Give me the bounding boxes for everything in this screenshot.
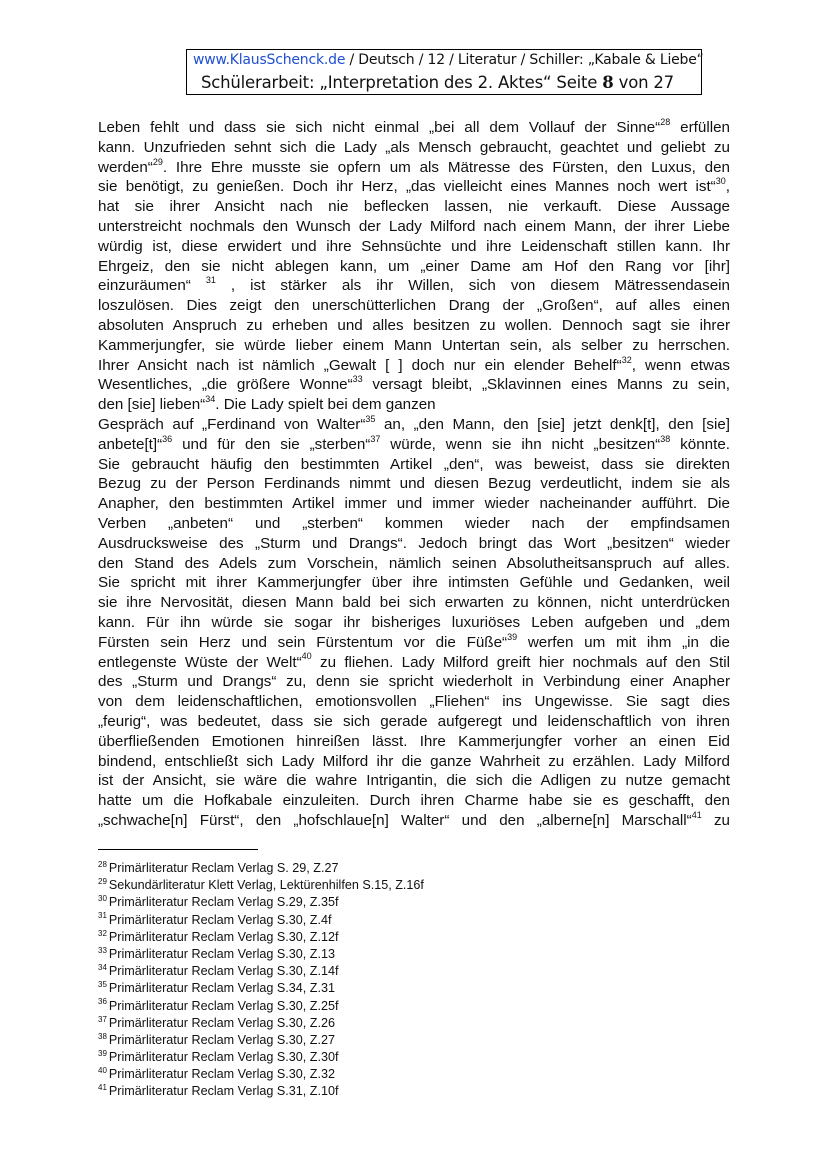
text-line	[98, 257, 730, 277]
footnote-ref: 37	[370, 433, 381, 444]
text-segment: , wenn etwas	[631, 356, 730, 374]
footnote	[98, 894, 698, 911]
text-line	[98, 296, 730, 316]
footnote	[98, 998, 698, 1015]
text-line	[98, 791, 730, 811]
text-segment: und für den sie „sterben“	[172, 435, 371, 453]
site-link[interactable]: www.KlausSchenck.de	[193, 52, 346, 68]
footnote	[98, 912, 698, 929]
text-segment: sie benötigt, zu genießen. Doch ihr Herz, „das vielleicht eines Mannes noch wert ist“	[98, 178, 716, 196]
text-segment: versagt bleibt, „Sklavinnen eines Manns zu sein,	[362, 376, 730, 394]
text-line	[98, 494, 730, 514]
title-text: Schülerarbeit: „Interpretation des 2. Aktes“ Seite	[201, 73, 603, 92]
footnote-text: Primärliteratur Reclam Verlag S.29, Z.35f	[108, 895, 339, 910]
footnote-ref: 38	[660, 433, 671, 444]
text-segment: Anapher, den bestimmten Artikel immer und immer wieder nacheinander aufführt. Die	[98, 495, 730, 513]
breadcrumb-path: / Deutsch / 12 / Literatur / Schiller: „Kabale & Liebe“	[345, 52, 704, 68]
footnote-number: 39	[98, 1048, 107, 1058]
text-line	[98, 692, 730, 712]
text-line	[98, 474, 730, 494]
text-line	[98, 534, 730, 554]
footnote-text: Primärliteratur Reclam Verlag S.30, Z.26	[108, 1015, 335, 1030]
footnote	[98, 1032, 698, 1049]
footnote-text: Primärliteratur Reclam Verlag S.30, Z.27	[108, 1032, 335, 1047]
footnote-text: Primärliteratur Reclam Verlag S.30, Z.4f	[108, 912, 332, 927]
text-segment: würdig ist, diese erwidert und ihre Sehnsüchte und ihre Leidenschaft stillen kann. Ihr	[98, 237, 730, 255]
text-segment: kann. Für ihn würde sie sogar ihr bisheriges luxuriöses Leben aufgeben und „dem	[98, 613, 730, 631]
footnote-text: Primärliteratur Reclam Verlag S.30, Z.14f	[108, 964, 339, 979]
text-segment: anbete[t]“	[98, 435, 163, 453]
footnote-number: 31	[98, 911, 107, 921]
footnote-text: Primärliteratur Reclam Verlag S. 29, Z.27	[108, 861, 339, 875]
footnote	[98, 860, 698, 877]
text-line	[98, 613, 730, 633]
text-segment: zu fliehen. Lady Milford greift hier nochmals auf den Stil	[311, 653, 730, 671]
text-line	[98, 653, 730, 673]
footnote	[98, 929, 698, 946]
text-segment: den [sie] lieben“	[98, 396, 206, 414]
text-line	[98, 593, 730, 613]
text-line	[98, 435, 730, 455]
text-segment: entlegenste Wüste der Welt“	[98, 653, 302, 671]
text-segment: Ausdrucksweise des „Sturm und Drangs“. Jedoch bringt das Wort „besitzen“ wieder	[98, 534, 730, 552]
text-segment: werfen um mit ihm „in die	[517, 633, 730, 651]
footnote-number: 41	[98, 1083, 107, 1093]
footnote-number: 30	[98, 894, 107, 904]
text-line	[98, 197, 730, 217]
footnote	[98, 1066, 698, 1083]
text-line	[98, 316, 730, 336]
footnote-number: 33	[98, 945, 107, 955]
text-line	[98, 395, 730, 415]
text-line	[98, 771, 730, 791]
text-segment: . Ihre Ehre musste sie opfern um als Mätresse des Fürsten, den Luxus, den	[162, 158, 730, 176]
footnote-number: 34	[98, 962, 107, 972]
text-line	[98, 415, 730, 435]
text-segment: ,	[725, 178, 730, 196]
text-segment: Ihrer Ansicht nach ist nämlich „Gewalt [ ] doch nur ein elender Behelf“	[98, 356, 622, 374]
footnote	[98, 1049, 698, 1066]
footnote	[98, 946, 698, 963]
text-line	[98, 554, 730, 574]
text-segment: bindend, entschließt sich Lady Milford ihr die ganze Wahrheit zu erzählen. Lady Milford	[98, 752, 730, 770]
footnote	[98, 1015, 698, 1032]
text-segment: , ist stärker als ihr Willen, sich von diesem Mätressendasein	[215, 277, 730, 295]
text-segment: kann. Unzufrieden sehnt sich die Lady „als Mensch gebraucht, geachtet und geliebt zu	[98, 138, 730, 156]
text-line	[98, 276, 730, 296]
text-line	[98, 732, 730, 752]
footnote	[98, 877, 698, 894]
text-line	[98, 672, 730, 692]
text-segment: Bezug zu der Person Ferdinands nimmt und diesen Bezug verdeutlicht, indem sie als	[98, 475, 730, 493]
document-title	[201, 73, 674, 92]
text-line	[98, 712, 730, 732]
text-line	[98, 138, 730, 158]
text-line	[98, 237, 730, 257]
text-segment: Verben „anbeten“ und „sterben“ kommen wieder nach der empfindsamen	[98, 514, 730, 532]
text-segment: den Stand des Adels zum Vorschein, nämlich seinen Absolutheitsanspruch auf alles.	[98, 554, 730, 572]
text-line	[98, 158, 730, 178]
text-line	[98, 118, 730, 138]
text-segment: zu	[701, 811, 730, 829]
footnote-text: Primärliteratur Reclam Verlag S.30, Z.30f	[108, 1050, 339, 1065]
text-segment: von dem leidenschaftlichen, emotionsvollen „Fliehen“ ins Ungewisse. Sie sagt dies	[98, 693, 730, 711]
text-segment: einzuräumen“	[98, 277, 206, 295]
footnote-ref: 41	[691, 809, 702, 820]
text-line	[98, 811, 730, 831]
footnote-text: Primärliteratur Reclam Verlag S.30, Z.32	[108, 1067, 335, 1082]
footnote-text: Primärliteratur Reclam Verlag S.34, Z.31	[108, 981, 335, 996]
text-line	[98, 633, 730, 653]
text-segment: des „Sturm und Drangs“ zu, denn sie spricht wiederholt in Verbindung einer Anapher	[98, 673, 730, 691]
text-line	[98, 336, 730, 356]
footnote	[98, 1083, 698, 1100]
footnote-number: 29	[98, 877, 107, 886]
text-segment: Gespräch auf „Ferdinand von Walter“	[98, 415, 366, 433]
footnote	[98, 980, 698, 997]
text-segment: sie ihre Nervosität, diesen Mann bald bei sich erwarten zu können, nicht unterdrücken	[98, 594, 730, 612]
header-breadcrumb	[193, 52, 704, 68]
text-segment: werden“	[98, 158, 153, 176]
footnote-ref: 33	[352, 374, 363, 385]
footnote-text: Primärliteratur Reclam Verlag S.31, Z.10f	[108, 1084, 339, 1099]
footnote-number: 36	[98, 997, 107, 1007]
footnote-ref: 35	[365, 413, 376, 424]
text-segment: loszulösen. Dies zeigt den unerschütterlichen Drang der „Großen“, auf alles einen	[98, 297, 730, 315]
text-segment: Kammerjungfer, sie würde lieber einem Mann Untertan sein, als selber zu herrschen.	[98, 336, 730, 354]
text-line	[98, 752, 730, 772]
text-segment: Ehrgeiz, den sie nicht ablegen kann, um „einer Dame am Hof den Rang vor [ihr]	[98, 257, 730, 275]
text-segment: hat sie ihrer Ansicht nach nie beflecken lassen, nie verkauft. Diese Aussage	[98, 198, 730, 216]
text-segment: Leben fehlt und dass sie sich nicht einmal „bei all dem Vollauf der Sinne“	[98, 119, 661, 136]
text-segment: erfüllen	[670, 119, 730, 136]
footnote-text: Primärliteratur Reclam Verlag S.30, Z.12f	[108, 929, 339, 944]
text-segment: unterstreicht nochmals den Wunsch der Lady Milford nach einem Mann, der ihrer Liebe	[98, 217, 730, 235]
footnote-ref: 29	[152, 156, 163, 167]
text-segment: Sie spricht mit ihrer Kammerjungfer über ihre intimsten Gefühle und Gedanken, weil	[98, 574, 730, 592]
text-line	[98, 455, 730, 475]
footnote-number: 40	[98, 1066, 107, 1076]
page-total: von 27	[613, 73, 674, 92]
footnote-number: 32	[98, 928, 107, 938]
footnote-ref: 34	[205, 394, 216, 405]
page-header	[186, 49, 702, 95]
footnote-number: 28	[98, 859, 107, 869]
text-line	[98, 356, 730, 376]
footnote-number: 37	[98, 1014, 107, 1024]
text-line	[98, 514, 730, 534]
footnote-number: 38	[98, 1031, 107, 1041]
text-segment: Fürsten sein Herz und sein Fürstentum vor die Füße“	[98, 633, 508, 651]
footnote-ref: 39	[507, 631, 518, 642]
page-number: 8	[602, 73, 614, 92]
text-segment: überfließenden Emotionen hinreißen lässt. Ihre Kammerjungfer vorher an einen Eid	[98, 732, 730, 750]
body-text	[98, 118, 730, 831]
text-segment: absoluten Anspruch zu erheben und alles besitzen zu wollen. Dennoch sagt sie ihrer	[98, 316, 730, 334]
text-segment: Wesentliches, „die größere Wonne“	[98, 376, 353, 394]
footnote	[98, 963, 698, 980]
text-segment: an, „den Mann, den [sie] jetzt denk[t], den [sie]	[375, 415, 730, 433]
text-line	[98, 375, 730, 395]
footnote-ref: 40	[301, 651, 312, 662]
text-segment: „schwache[n] Fürst“, den „hofschlaue[n] Walter“ und den „alberne[n] Marschall“	[98, 811, 692, 829]
text-line	[98, 217, 730, 237]
text-segment: „feurig“, was bedeutet, dass sie sich gerade aufgeregt und leidenschaftlich von ihren	[98, 712, 730, 730]
footnote-ref: 36	[162, 433, 173, 444]
footnote-ref: 31	[205, 275, 216, 286]
footnote-number: 35	[98, 980, 107, 990]
footnote-list	[98, 860, 698, 1101]
footnote-text: Sekundärliteratur Klett Verlag, Lektürenhilfen S.15, Z.16f	[108, 878, 424, 893]
footnote-ref: 32	[621, 354, 632, 365]
text-segment: könnte.	[670, 435, 730, 453]
text-segment: Sie gebraucht häufig den bestimmten Artikel „den“, was beweist, dass sie direkten	[98, 455, 730, 473]
text-segment: würde, wenn sie ihn nicht „besitzen“	[380, 435, 661, 453]
text-line	[98, 177, 730, 197]
footnote-text: Primärliteratur Reclam Verlag S.30, Z.25f	[108, 998, 339, 1013]
footnote-ref: 28	[660, 116, 671, 127]
footnote-divider	[98, 849, 258, 850]
footnote-ref: 30	[715, 176, 726, 187]
text-segment: . Die Lady spielt bei dem ganzen	[215, 396, 436, 414]
text-segment: ist der Ansicht, sie wäre die wahre Intrigantin, die sich die Adligen zu nutze gemacht	[98, 772, 730, 790]
text-segment: hatte um die Hofkabale einzuleiten. Durch ihren Charme habe sie es geschafft, den	[98, 792, 730, 810]
text-line	[98, 573, 730, 593]
footnote-text: Primärliteratur Reclam Verlag S.30, Z.13	[108, 946, 335, 961]
